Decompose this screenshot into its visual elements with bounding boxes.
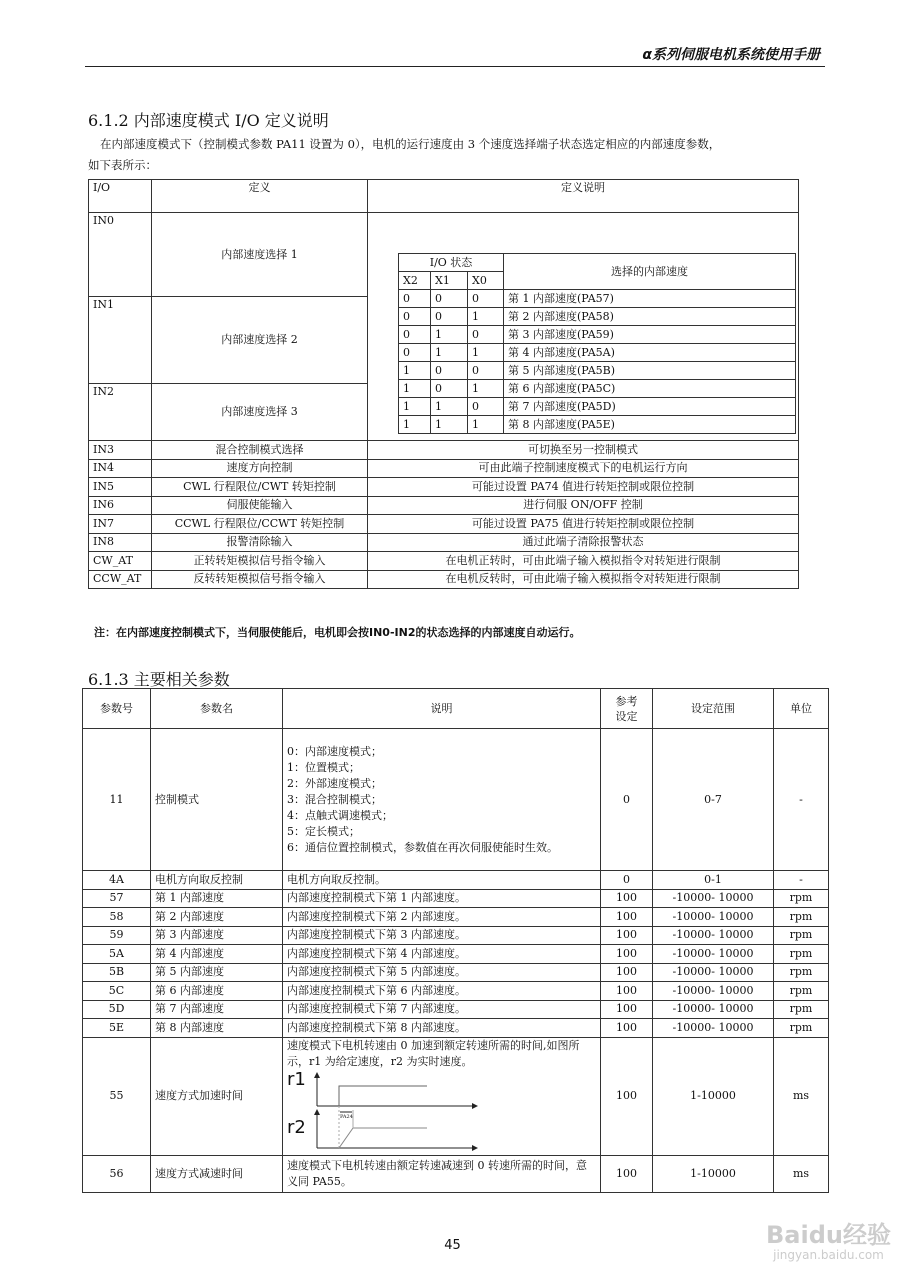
io-cell: IN4 [89, 459, 152, 478]
param-unit: ms [774, 1155, 829, 1192]
param-reference: 100 [601, 1000, 653, 1019]
definition-header: 定义 [152, 180, 368, 213]
x1-cell: 1 [431, 326, 468, 344]
description-cell: 通过此端子清除报警状态 [368, 533, 799, 552]
speed-cell: 第 1 内部速度(PA57) [504, 290, 796, 308]
speed-selection-row [399, 344, 796, 362]
param-description: 内部速度控制模式下第 4 内部速度。 [283, 945, 601, 964]
table-row [89, 459, 799, 478]
io-cell: IN5 [89, 478, 152, 497]
parameter-row [83, 1000, 829, 1019]
x2-cell: 1 [399, 398, 431, 416]
param-unit: rpm [774, 945, 829, 964]
param-unit: rpm [774, 1000, 829, 1019]
x1-cell: 0 [431, 380, 468, 398]
io-state-header: I/O 状态 [399, 254, 504, 272]
mode-option: 2：外部速度模式； [287, 776, 382, 790]
param-unit: - [774, 729, 829, 871]
param-number: 5E [83, 1019, 151, 1038]
param-number: 55 [83, 1037, 151, 1155]
intro-line-2: 如下表所示： [88, 158, 157, 172]
table-row [89, 570, 799, 589]
speed-cell: 第 8 内部速度(PA5E) [504, 416, 796, 434]
param-unit: rpm [774, 1019, 829, 1038]
io-cell: IN1 [89, 297, 152, 384]
x2-cell: 0 [399, 308, 431, 326]
page-number: 45 [444, 1238, 461, 1253]
mode-option: 3：混合控制模式； [287, 792, 382, 806]
x0-header: X0 [468, 272, 504, 290]
header-cell: 参数名 [151, 689, 283, 729]
description-cell: 进行伺服 ON/OFF 控制 [368, 496, 799, 515]
speed-selection-row [399, 308, 796, 326]
r2-label: r2 [287, 1116, 306, 1138]
x2-cell: 0 [399, 326, 431, 344]
param-number: 57 [83, 889, 151, 908]
param-number: 5D [83, 1000, 151, 1019]
x2-header: X2 [399, 272, 431, 290]
param-description: 内部速度控制模式下第 6 内部速度。 [283, 982, 601, 1001]
header-cell: 设定范围 [653, 689, 774, 729]
x0-cell: 0 [468, 326, 504, 344]
parameter-row [83, 871, 829, 890]
param-description: 内部速度控制模式下第 7 内部速度。 [283, 1000, 601, 1019]
parameter-row [83, 729, 829, 871]
param-number: 56 [83, 1155, 151, 1192]
parameter-row [83, 982, 829, 1001]
table-header-row [89, 180, 799, 213]
x0-cell: 1 [468, 344, 504, 362]
x1-header: X1 [431, 272, 468, 290]
parameter-row [83, 1037, 829, 1155]
x2-cell: 0 [399, 290, 431, 308]
param-reference: 100 [601, 945, 653, 964]
param-reference: 100 [601, 1155, 653, 1192]
x0-cell: 0 [468, 362, 504, 380]
io-cell: IN2 [89, 384, 152, 441]
speed-cell: 第 6 内部速度(PA5C) [504, 380, 796, 398]
param-unit: rpm [774, 889, 829, 908]
pa24-label: PA24 [340, 1113, 353, 1120]
param-range: -10000- 10000 [653, 1019, 774, 1038]
speed-selection-table [398, 253, 796, 434]
io-cell: IN3 [89, 441, 152, 460]
table-row [89, 213, 799, 297]
io-cell: IN7 [89, 515, 152, 534]
param-description: 内部速度控制模式下第 3 内部速度。 [283, 926, 601, 945]
description-cell: 在电机正转时，可由此端子输入模拟指令对转矩进行限制 [368, 552, 799, 571]
param-reference: 100 [601, 908, 653, 927]
io-cell: IN8 [89, 533, 152, 552]
mode-option: 4：点触式调速模式； [287, 808, 393, 822]
mode-option: 5：定长模式； [287, 824, 360, 838]
param-reference: 100 [601, 926, 653, 945]
description-cell: 可能过设置 PA74 值进行转矩控制或限位控制 [368, 478, 799, 497]
param-description: 内部速度控制模式下第 8 内部速度。 [283, 1019, 601, 1038]
definition-cell: 伺服使能输入 [152, 496, 368, 515]
x2-cell: 1 [399, 362, 431, 380]
param-range: -10000- 10000 [653, 945, 774, 964]
running-header: α系列伺服电机系统使用手册 [642, 47, 820, 63]
speed-cell: 第 4 内部速度(PA5A) [504, 344, 796, 362]
param-number: 58 [83, 908, 151, 927]
header-cell: 参数号 [83, 689, 151, 729]
speed-selection-row [399, 362, 796, 380]
param-description: 电机方向取反控制。 [283, 871, 601, 890]
mode-option: 0：内部速度模式； [287, 744, 382, 758]
table-row [89, 515, 799, 534]
param-range: -10000- 10000 [653, 926, 774, 945]
param-unit: rpm [774, 908, 829, 927]
header-cell: 说明 [283, 689, 601, 729]
mode-option: 1：位置模式； [287, 760, 360, 774]
param-reference: 100 [601, 1019, 653, 1038]
param-number: 5C [83, 982, 151, 1001]
description-cell: 可切换至另一控制模式 [368, 441, 799, 460]
param-name: 第 3 内部速度 [151, 926, 283, 945]
param-reference: 0 [601, 729, 653, 871]
param-range: -10000- 10000 [653, 889, 774, 908]
param-name: 第 5 内部速度 [151, 963, 283, 982]
mode-option: 6：通信位置控制模式，参数值在再次伺服使能时生效。 [287, 840, 558, 854]
definition-cell: 内部速度选择 1 [152, 213, 368, 297]
parameter-row [83, 963, 829, 982]
selected-speed-header: 选择的内部速度 [504, 254, 796, 290]
description-cell: 在电机反转时，可由此端子输入模拟指令对转矩进行限制 [368, 570, 799, 589]
section-title-612: 6.1.2 内部速度模式 I/O 定义说明 [88, 111, 329, 130]
param-number: 59 [83, 926, 151, 945]
param-name: 第 2 内部速度 [151, 908, 283, 927]
param-range: 0-7 [653, 729, 774, 871]
x1-cell: 0 [431, 362, 468, 380]
param-range: -10000- 10000 [653, 1000, 774, 1019]
table-row [89, 478, 799, 497]
param-name: 速度方式减速时间 [151, 1155, 283, 1192]
description-header: 定义说明 [368, 180, 799, 213]
speed-cell: 第 7 内部速度(PA5D) [504, 398, 796, 416]
speed-cell: 第 3 内部速度(PA59) [504, 326, 796, 344]
table-row [89, 441, 799, 460]
param-unit: ms [774, 1037, 829, 1155]
table-row [89, 533, 799, 552]
parameter-row [83, 926, 829, 945]
speed-selection-row [399, 416, 796, 434]
definition-cell: 内部速度选择 2 [152, 297, 368, 384]
speed-selection-row [399, 380, 796, 398]
x1-cell: 1 [431, 344, 468, 362]
io-cell: IN0 [89, 213, 152, 297]
param-description: 速度模式下电机转速由额定转速减速到 0 转速所需的时间，意义同 PA55。 [283, 1155, 601, 1192]
param-reference: 100 [601, 1037, 653, 1155]
param-description [283, 729, 601, 871]
definition-cell: 正转转矩模拟信号指令输入 [152, 552, 368, 571]
param-description: 内部速度控制模式下第 2 内部速度。 [283, 908, 601, 927]
param-description [283, 1037, 601, 1155]
speed-selection-row [399, 398, 796, 416]
acceleration-diagram [287, 1070, 596, 1152]
parameter-row [83, 908, 829, 927]
param-number: 4A [83, 871, 151, 890]
param-unit: rpm [774, 982, 829, 1001]
param-range: 1-10000 [653, 1155, 774, 1192]
io-header: I/O [89, 180, 152, 213]
description-cell: 可由此端子控制速度模式下的电机运行方向 [368, 459, 799, 478]
param-reference: 0 [601, 871, 653, 890]
param-number: 5A [83, 945, 151, 964]
inner-header-row [399, 254, 796, 272]
speed-selection-row [399, 290, 796, 308]
param-range: -10000- 10000 [653, 982, 774, 1001]
param-name: 速度方式加速时间 [151, 1037, 283, 1155]
section-title-613: 6.1.3 主要相关参数 [88, 670, 230, 689]
note: 注：在内部速度控制模式下，当伺服使能后，电机即会按IN0-IN2的状态选择的内部速度自动运行。 [94, 626, 581, 639]
table-row [89, 552, 799, 571]
param-unit: rpm [774, 926, 829, 945]
parameter-row [83, 889, 829, 908]
accel-text: 速度模式下电机转速由 0 加速到额定转速所需的时间,如图所示，r1 为给定速度，r2 为实时速度。 [287, 1038, 580, 1068]
header-cell: 参考设定 [601, 689, 653, 729]
param-range: -10000- 10000 [653, 908, 774, 927]
param-name: 第 1 内部速度 [151, 889, 283, 908]
watermark-logo: Baidu经验 jingyan.baidu.com [766, 1221, 891, 1262]
speed-selection-cell [368, 213, 799, 441]
param-name: 电机方向取反控制 [151, 871, 283, 890]
param-description: 内部速度控制模式下第 5 内部速度。 [283, 963, 601, 982]
param-range: -10000- 10000 [653, 963, 774, 982]
param-reference: 100 [601, 963, 653, 982]
x0-cell: 0 [468, 398, 504, 416]
speed-cell: 第 5 内部速度(PA5B) [504, 362, 796, 380]
x1-cell: 0 [431, 308, 468, 326]
header-rule [85, 66, 825, 67]
io-definition-table [88, 179, 799, 589]
x0-cell: 0 [468, 290, 504, 308]
parameter-row [83, 945, 829, 964]
param-name: 控制模式 [151, 729, 283, 871]
definition-cell: CWL 行程限位/CWT 转矩控制 [152, 478, 368, 497]
param-description: 内部速度控制模式下第 1 内部速度。 [283, 889, 601, 908]
io-cell: CCW_AT [89, 570, 152, 589]
param-unit: rpm [774, 963, 829, 982]
parameter-row [83, 1019, 829, 1038]
definition-cell: 反转转矩模拟信号指令输入 [152, 570, 368, 589]
definition-cell: 内部速度选择 3 [152, 384, 368, 441]
x1-cell: 1 [431, 416, 468, 434]
x2-cell: 0 [399, 344, 431, 362]
param-range: 0-1 [653, 871, 774, 890]
x0-cell: 1 [468, 416, 504, 434]
param-number: 11 [83, 729, 151, 871]
x0-cell: 1 [468, 308, 504, 326]
parameter-table [82, 688, 829, 1193]
param-name: 第 7 内部速度 [151, 1000, 283, 1019]
param-reference: 100 [601, 889, 653, 908]
param-range: 1-10000 [653, 1037, 774, 1155]
param-name: 第 8 内部速度 [151, 1019, 283, 1038]
x2-cell: 1 [399, 416, 431, 434]
speed-cell: 第 2 内部速度(PA58) [504, 308, 796, 326]
intro-line-1: 在内部速度模式下（控制模式参数 PA11 设置为 0），电机的运行速度由 3 个速度选择端子状态选定相应的内部速度参数， [100, 137, 721, 151]
param-name: 第 6 内部速度 [151, 982, 283, 1001]
param-number: 5B [83, 963, 151, 982]
io-cell: IN6 [89, 496, 152, 515]
definition-cell: 混合控制模式选择 [152, 441, 368, 460]
table-header-row [83, 689, 829, 729]
definition-cell: 速度方向控制 [152, 459, 368, 478]
table-row [89, 496, 799, 515]
speed-selection-row [399, 326, 796, 344]
definition-cell: 报警清除输入 [152, 533, 368, 552]
parameter-row [83, 1155, 829, 1192]
definition-cell: CCWL 行程限位/CCWT 转矩控制 [152, 515, 368, 534]
param-name: 第 4 内部速度 [151, 945, 283, 964]
header-cell: 单位 [774, 689, 829, 729]
param-reference: 100 [601, 982, 653, 1001]
param-unit: - [774, 871, 829, 890]
x2-cell: 1 [399, 380, 431, 398]
x0-cell: 1 [468, 380, 504, 398]
description-cell: 可能过设置 PA75 值进行转矩控制或限位控制 [368, 515, 799, 534]
io-cell: CW_AT [89, 552, 152, 571]
x1-cell: 0 [431, 290, 468, 308]
x1-cell: 1 [431, 398, 468, 416]
r1-label: r1 [287, 1068, 306, 1090]
